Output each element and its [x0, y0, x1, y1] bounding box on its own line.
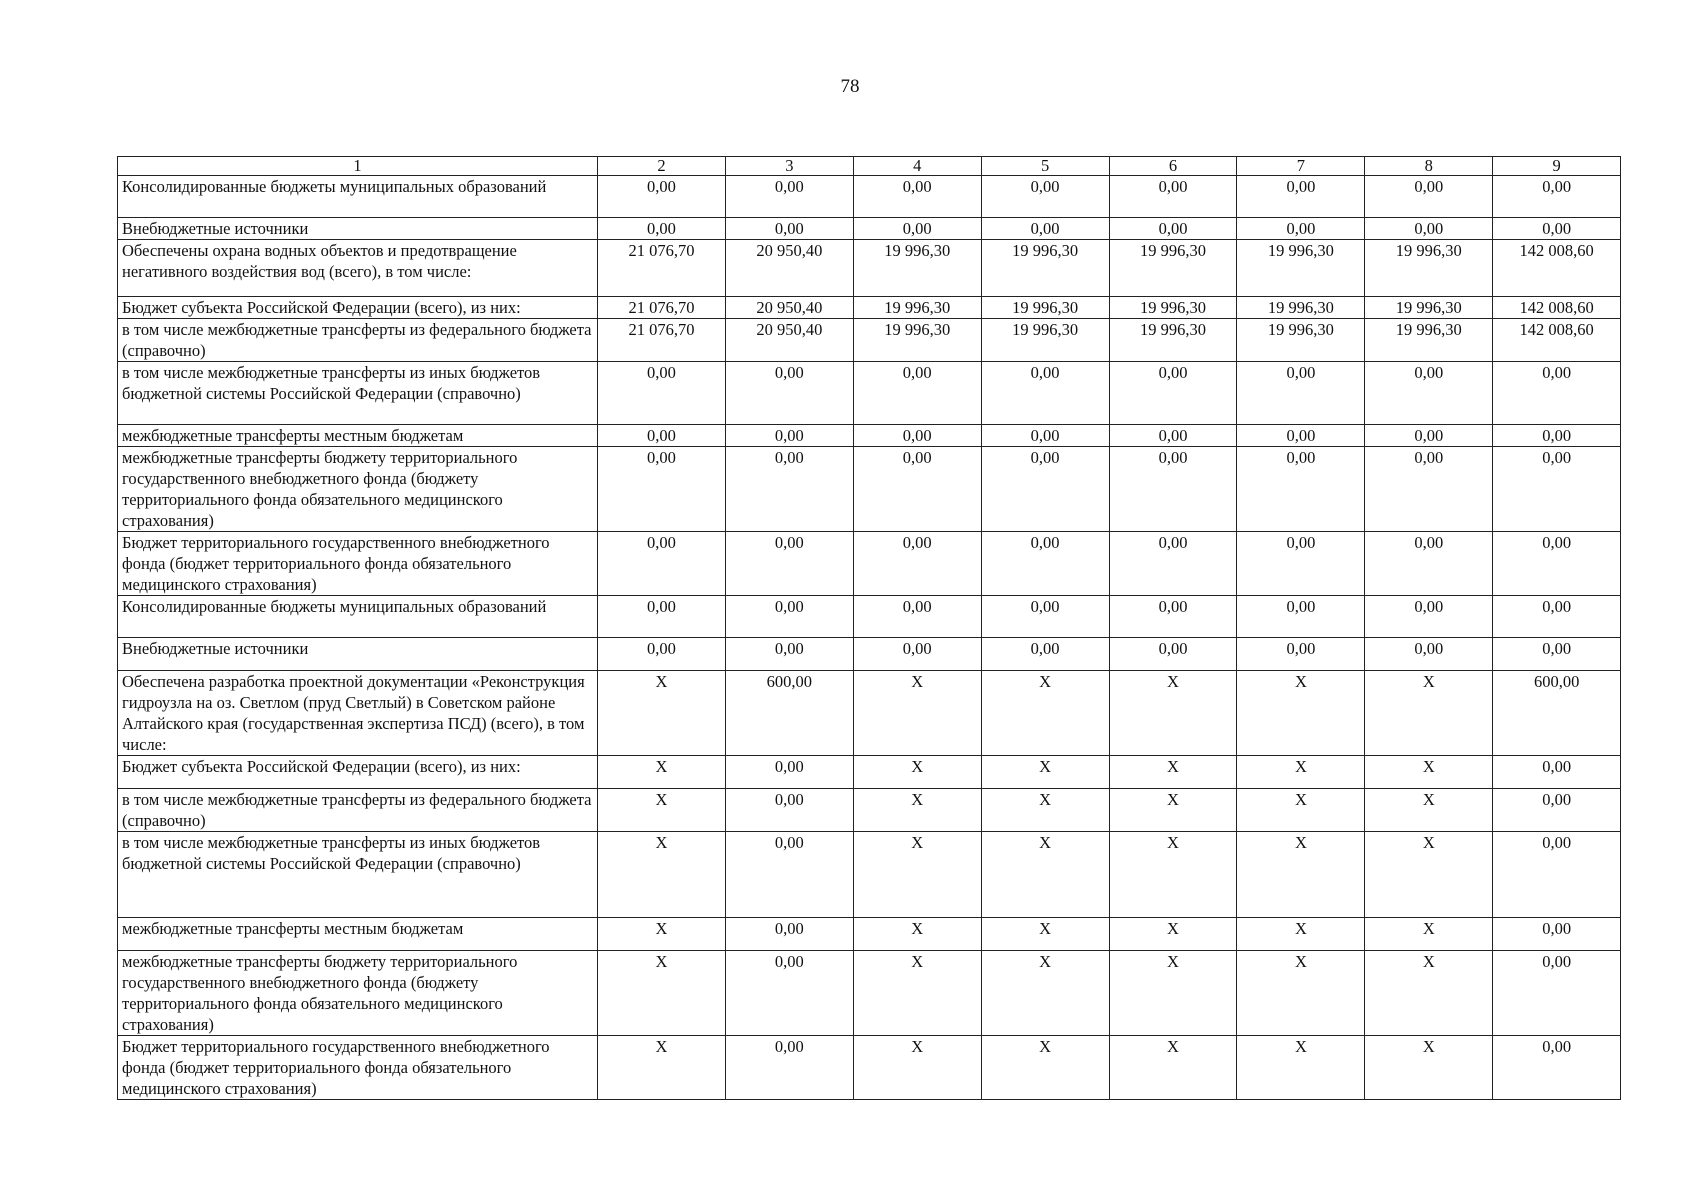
cell-value: 0,00 [598, 596, 726, 638]
table-row [118, 319, 1621, 362]
cell-value: X [853, 918, 981, 951]
budget-table [117, 156, 1621, 1100]
cell-value: 0,00 [853, 447, 981, 532]
cell-value: 19 996,30 [1109, 319, 1237, 362]
cell-value: 0,00 [1493, 362, 1621, 425]
cell-value: 0,00 [598, 425, 726, 447]
cell-value: 0,00 [1109, 425, 1237, 447]
cell-value: X [1365, 671, 1493, 756]
column-header: 2 [598, 157, 726, 176]
cell-value: 0,00 [1493, 756, 1621, 789]
cell-value: 0,00 [1493, 596, 1621, 638]
row-label: Внебюджетные источники [118, 638, 598, 671]
cell-value: 0,00 [981, 218, 1109, 240]
cell-value: 0,00 [598, 638, 726, 671]
column-header: 9 [1493, 157, 1621, 176]
cell-value: 0,00 [1109, 532, 1237, 596]
row-label: межбюджетные трансферты местным бюджетам [118, 918, 598, 951]
table-row [118, 532, 1621, 596]
cell-value: 600,00 [725, 671, 853, 756]
cell-value: 0,00 [1109, 218, 1237, 240]
cell-value: 0,00 [1237, 532, 1365, 596]
cell-value: 0,00 [1365, 532, 1493, 596]
table-row [118, 789, 1621, 832]
cell-value: 19 996,30 [853, 297, 981, 319]
cell-value: X [1365, 951, 1493, 1036]
cell-value: 0,00 [725, 951, 853, 1036]
column-header: 8 [1365, 157, 1493, 176]
cell-value: 0,00 [1493, 638, 1621, 671]
cell-value: 0,00 [1109, 447, 1237, 532]
cell-value: 142 008,60 [1493, 319, 1621, 362]
cell-value: 21 076,70 [598, 297, 726, 319]
cell-value: 0,00 [1365, 425, 1493, 447]
cell-value: 0,00 [725, 362, 853, 425]
cell-value: 0,00 [1493, 1036, 1621, 1100]
column-header: 4 [853, 157, 981, 176]
cell-value: X [598, 756, 726, 789]
cell-value: 0,00 [725, 532, 853, 596]
cell-value: 19 996,30 [1365, 319, 1493, 362]
cell-value: 0,00 [981, 596, 1109, 638]
cell-value: X [1109, 756, 1237, 789]
cell-value: 21 076,70 [598, 240, 726, 297]
table-row [118, 176, 1621, 218]
cell-value: X [598, 1036, 726, 1100]
table-row [118, 362, 1621, 425]
cell-value: 0,00 [1493, 918, 1621, 951]
cell-value: X [1365, 789, 1493, 832]
row-label: Бюджет территориального государственного внебюджетного фонда (бюджет территориального фонда обязательного медицинского страхования) [118, 532, 598, 596]
column-header: 3 [725, 157, 853, 176]
cell-value: 600,00 [1493, 671, 1621, 756]
cell-value: 0,00 [1237, 425, 1365, 447]
cell-value: 19 996,30 [981, 319, 1109, 362]
cell-value: X [1237, 918, 1365, 951]
cell-value: X [1365, 918, 1493, 951]
cell-value: X [981, 918, 1109, 951]
cell-value: X [853, 832, 981, 918]
cell-value: X [1109, 918, 1237, 951]
table-row [118, 425, 1621, 447]
cell-value: 0,00 [725, 918, 853, 951]
cell-value: X [1109, 789, 1237, 832]
cell-value: 19 996,30 [1237, 240, 1365, 297]
cell-value: 0,00 [725, 218, 853, 240]
cell-value: 19 996,30 [1365, 297, 1493, 319]
row-label: Бюджет территориального государственного внебюджетного фонда (бюджет территориального фонда обязательного медицинского страхования) [118, 1036, 598, 1100]
cell-value: 0,00 [853, 596, 981, 638]
cell-value: 0,00 [725, 176, 853, 218]
cell-value: X [1365, 1036, 1493, 1100]
cell-value: 0,00 [1365, 596, 1493, 638]
cell-value: 19 996,30 [981, 297, 1109, 319]
cell-value: 0,00 [853, 362, 981, 425]
table-row [118, 951, 1621, 1036]
cell-value: 0,00 [981, 532, 1109, 596]
cell-value: X [853, 756, 981, 789]
cell-value: 0,00 [598, 176, 726, 218]
cell-value: 0,00 [1493, 951, 1621, 1036]
column-number-row [118, 157, 1621, 176]
column-header: 6 [1109, 157, 1237, 176]
cell-value: 0,00 [1237, 362, 1365, 425]
row-label: межбюджетные трансферты бюджету территориального государственного внебюджетного фонда (бюджету территориального фонда обязательного медицинского страхования) [118, 447, 598, 532]
cell-value: 0,00 [598, 362, 726, 425]
row-label: Консолидированные бюджеты муниципальных образований [118, 176, 598, 218]
cell-value: 0,00 [1493, 532, 1621, 596]
cell-value: 19 996,30 [1237, 297, 1365, 319]
cell-value: 0,00 [981, 447, 1109, 532]
table-row [118, 240, 1621, 297]
cell-value: 0,00 [981, 362, 1109, 425]
table-row [118, 918, 1621, 951]
cell-value: X [1109, 951, 1237, 1036]
cell-value: X [981, 789, 1109, 832]
cell-value: 21 076,70 [598, 319, 726, 362]
cell-value: 0,00 [725, 789, 853, 832]
row-label: Обеспечена разработка проектной документации «Реконструкция гидроузла на оз. Светлом (пруд Светлый) в Советском районе Алтайского края (государственная экспертиза ПСД) (всего), в том числе: [118, 671, 598, 756]
cell-value: X [598, 951, 726, 1036]
cell-value: 0,00 [725, 832, 853, 918]
row-label: межбюджетные трансферты местным бюджетам [118, 425, 598, 447]
cell-value: 0,00 [1493, 425, 1621, 447]
cell-value: 0,00 [1365, 447, 1493, 532]
table-row [118, 671, 1621, 756]
table-row [118, 1036, 1621, 1100]
table-row [118, 297, 1621, 319]
cell-value: 0,00 [853, 218, 981, 240]
cell-value: 0,00 [853, 638, 981, 671]
cell-value: 0,00 [1493, 447, 1621, 532]
cell-value: 0,00 [1237, 218, 1365, 240]
row-label: Бюджет субъекта Российской Федерации (всего), из них: [118, 756, 598, 789]
cell-value: 0,00 [1237, 596, 1365, 638]
cell-value: 142 008,60 [1493, 297, 1621, 319]
cell-value: 142 008,60 [1493, 240, 1621, 297]
cell-value: 19 996,30 [981, 240, 1109, 297]
cell-value: 0,00 [1109, 362, 1237, 425]
row-label: Обеспечены охрана водных объектов и предотвращение негативного воздействия вод (всего), в том числе: [118, 240, 598, 297]
cell-value: 20 950,40 [725, 297, 853, 319]
cell-value: 0,00 [981, 176, 1109, 218]
cell-value: 0,00 [853, 532, 981, 596]
cell-value: X [981, 951, 1109, 1036]
column-header: 1 [118, 157, 598, 176]
cell-value: 0,00 [1365, 362, 1493, 425]
column-header: 5 [981, 157, 1109, 176]
cell-value: 0,00 [1365, 218, 1493, 240]
cell-value: 20 950,40 [725, 240, 853, 297]
cell-value: 0,00 [1493, 176, 1621, 218]
row-label: в том числе межбюджетные трансферты из иных бюджетов бюджетной системы Российской Федерации (справочно) [118, 362, 598, 425]
cell-value: 0,00 [981, 425, 1109, 447]
cell-value: 0,00 [725, 425, 853, 447]
cell-value: 0,00 [1493, 832, 1621, 918]
cell-value: X [598, 832, 726, 918]
cell-value: 0,00 [1237, 176, 1365, 218]
cell-value: X [1365, 832, 1493, 918]
table-row [118, 756, 1621, 789]
cell-value: X [1365, 756, 1493, 789]
row-label: в том числе межбюджетные трансферты из иных бюджетов бюджетной системы Российской Федерации (справочно) [118, 832, 598, 918]
cell-value: 0,00 [1109, 176, 1237, 218]
row-label: Консолидированные бюджеты муниципальных образований [118, 596, 598, 638]
cell-value: 0,00 [853, 425, 981, 447]
cell-value: 0,00 [1109, 638, 1237, 671]
cell-value: 0,00 [598, 447, 726, 532]
table-row [118, 832, 1621, 918]
cell-value: X [1109, 671, 1237, 756]
row-label: в том числе межбюджетные трансферты из федерального бюджета (справочно) [118, 789, 598, 832]
cell-value: X [1237, 789, 1365, 832]
cell-value: X [598, 671, 726, 756]
cell-value: 19 996,30 [853, 319, 981, 362]
cell-value: X [981, 756, 1109, 789]
cell-value: X [598, 918, 726, 951]
cell-value: X [1237, 832, 1365, 918]
cell-value: 0,00 [1109, 596, 1237, 638]
cell-value: 0,00 [1493, 789, 1621, 832]
cell-value: 0,00 [1365, 176, 1493, 218]
row-label: Бюджет субъекта Российской Федерации (всего), из них: [118, 297, 598, 319]
cell-value: 0,00 [725, 447, 853, 532]
cell-value: X [1237, 951, 1365, 1036]
cell-value: X [1237, 1036, 1365, 1100]
cell-value: 0,00 [725, 596, 853, 638]
cell-value: 19 996,30 [1109, 240, 1237, 297]
table-row [118, 447, 1621, 532]
cell-value: X [981, 1036, 1109, 1100]
cell-value: X [981, 671, 1109, 756]
cell-value: 0,00 [853, 176, 981, 218]
cell-value: 0,00 [1365, 638, 1493, 671]
cell-value: X [853, 1036, 981, 1100]
row-label: в том числе межбюджетные трансферты из федерального бюджета (справочно) [118, 319, 598, 362]
cell-value: 0,00 [981, 638, 1109, 671]
column-header: 7 [1237, 157, 1365, 176]
cell-value: X [981, 832, 1109, 918]
cell-value: 0,00 [598, 532, 726, 596]
cell-value: X [1237, 671, 1365, 756]
cell-value: 0,00 [1493, 218, 1621, 240]
cell-value: X [1109, 1036, 1237, 1100]
cell-value: X [853, 671, 981, 756]
cell-value: 19 996,30 [853, 240, 981, 297]
cell-value: 19 996,30 [1237, 319, 1365, 362]
cell-value: X [1109, 832, 1237, 918]
cell-value: 0,00 [598, 218, 726, 240]
table-row [118, 596, 1621, 638]
cell-value: 0,00 [1237, 638, 1365, 671]
row-label: межбюджетные трансферты бюджету территориального государственного внебюджетного фонда (бюджету территориального фонда обязательного медицинского страхования) [118, 951, 598, 1036]
cell-value: 20 950,40 [725, 319, 853, 362]
cell-value: X [853, 789, 981, 832]
cell-value: X [1237, 756, 1365, 789]
row-label: Внебюджетные источники [118, 218, 598, 240]
cell-value: 0,00 [725, 638, 853, 671]
cell-value: X [598, 789, 726, 832]
cell-value: 19 996,30 [1365, 240, 1493, 297]
table-row [118, 218, 1621, 240]
table-row [118, 638, 1621, 671]
cell-value: X [853, 951, 981, 1036]
page-number: 78 [840, 76, 860, 97]
cell-value: 0,00 [725, 1036, 853, 1100]
cell-value: 0,00 [1237, 447, 1365, 532]
cell-value: 19 996,30 [1109, 297, 1237, 319]
cell-value: 0,00 [725, 756, 853, 789]
